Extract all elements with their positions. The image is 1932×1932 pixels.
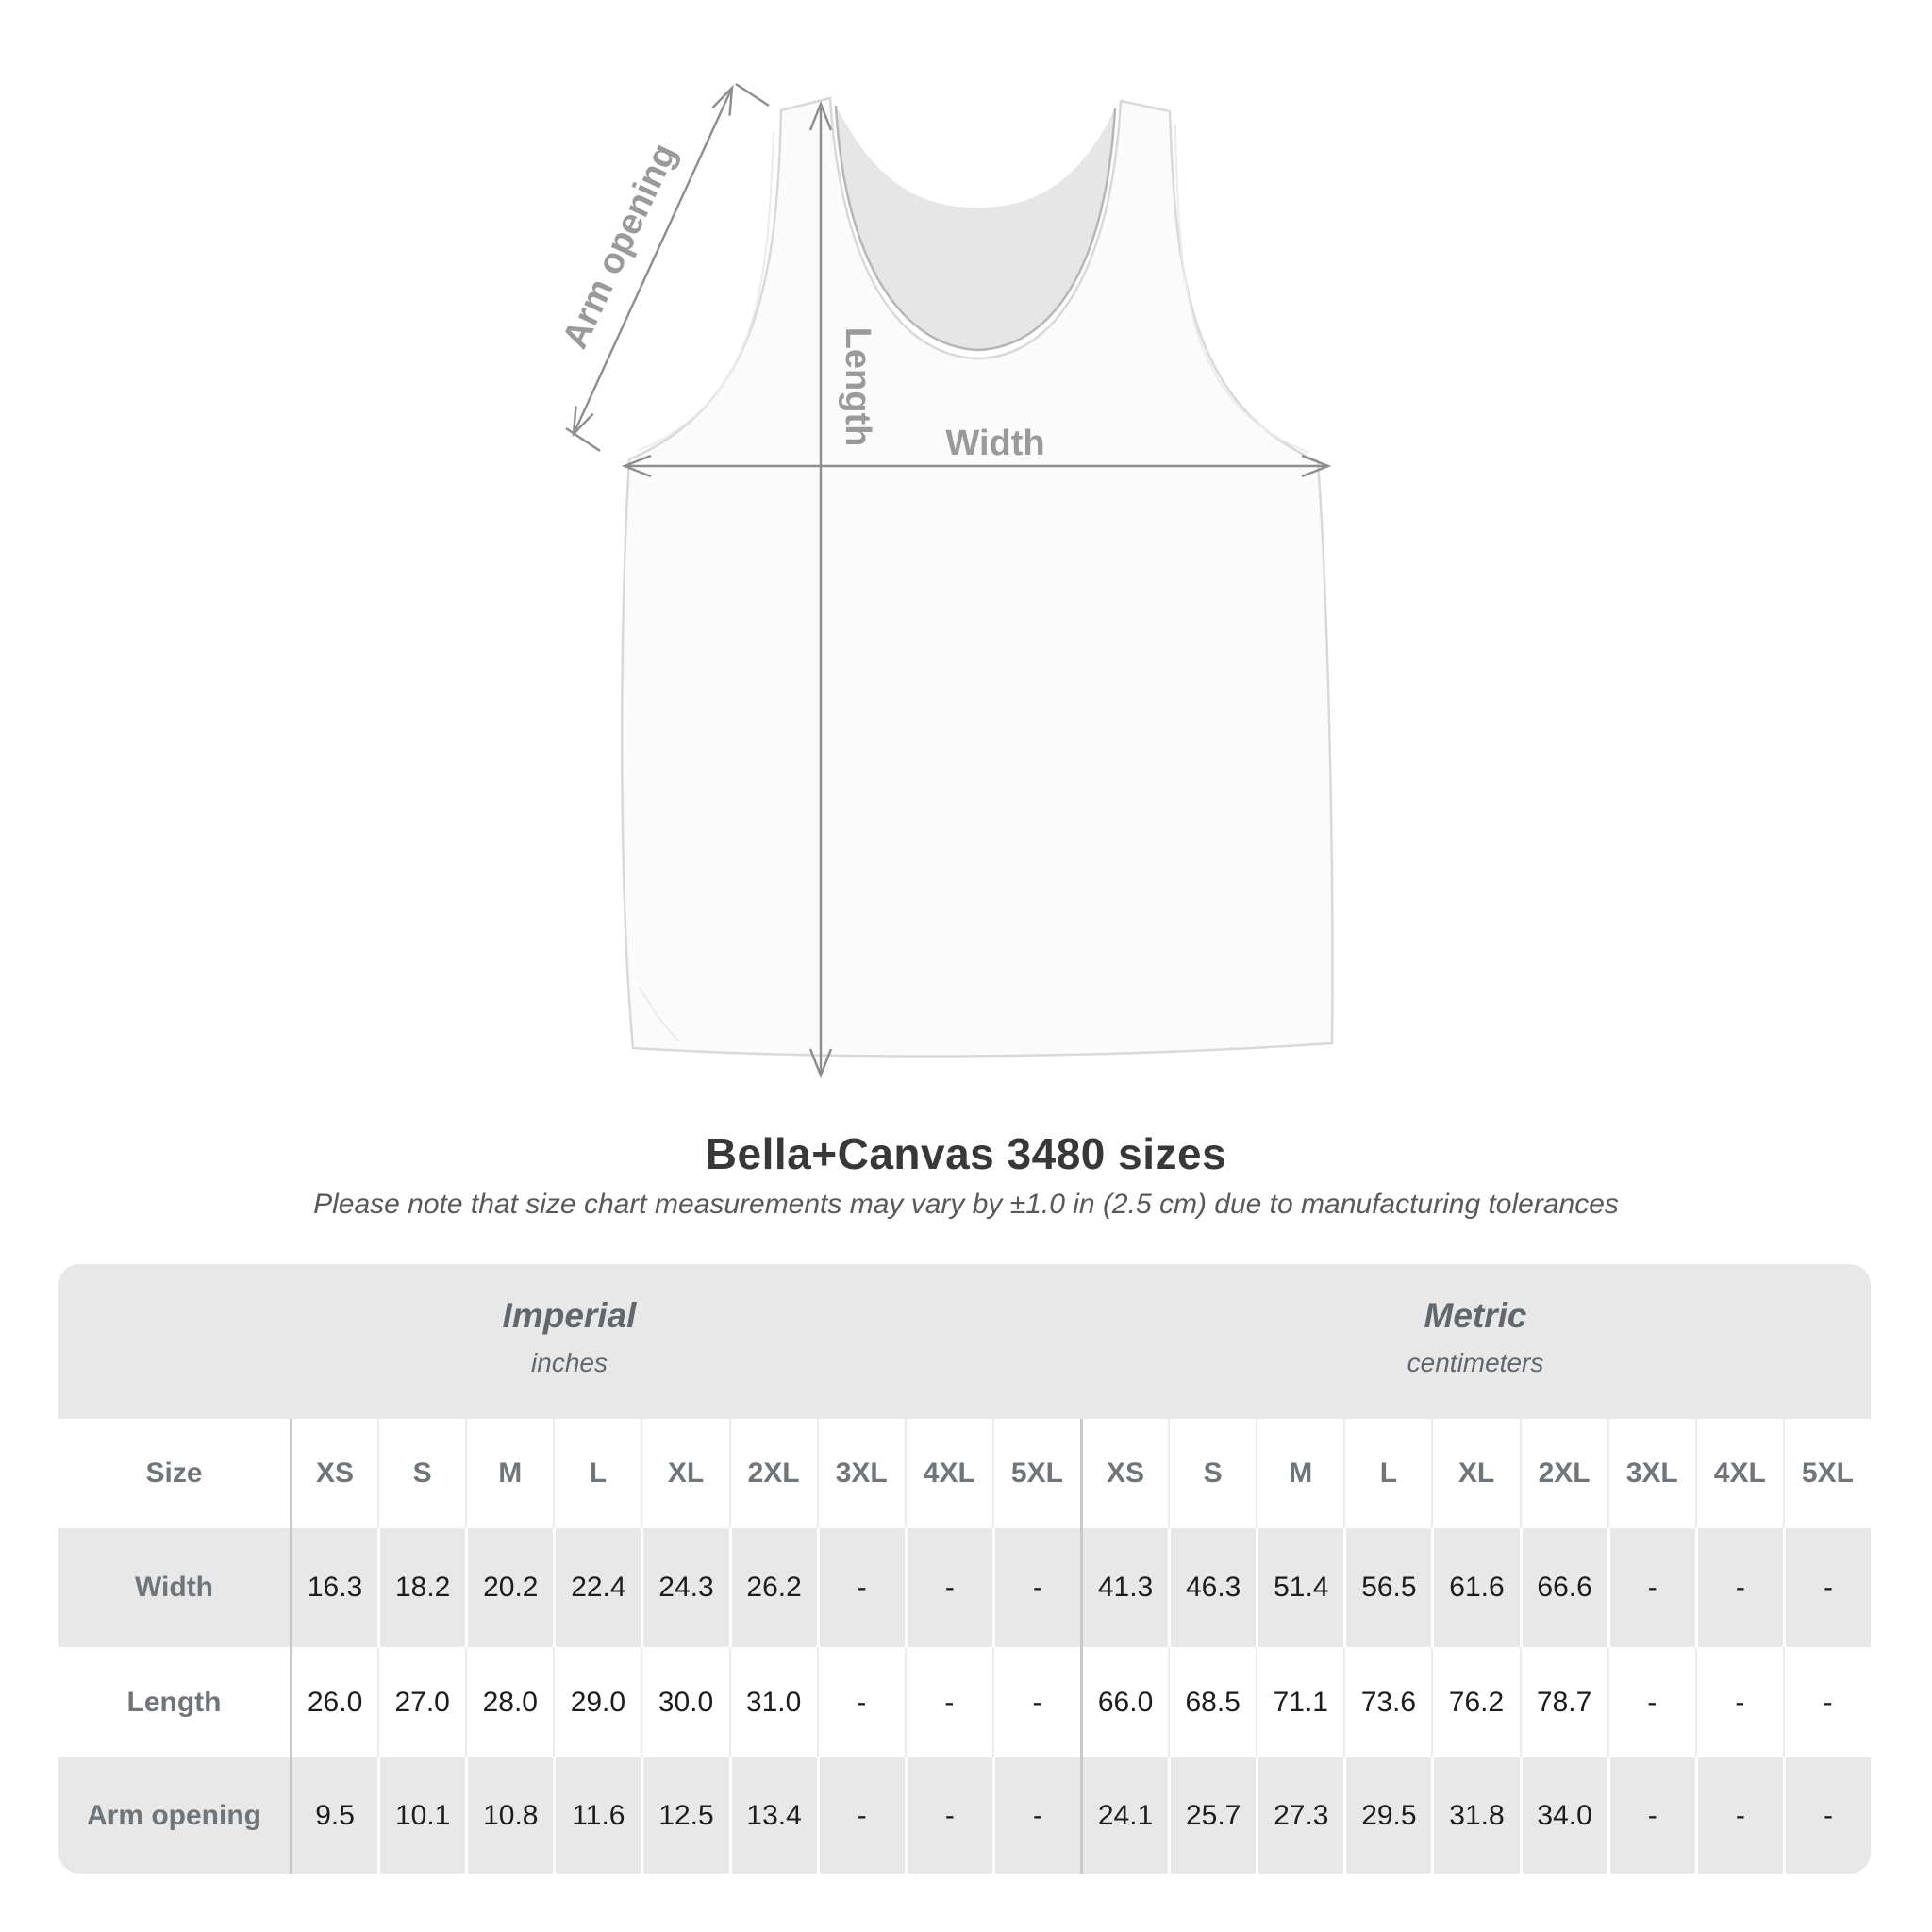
size-column-header: Size	[58, 1419, 290, 1528]
metric-section-header	[1080, 1264, 1871, 1419]
col-header-imperial-5xl: 5XL	[992, 1419, 1080, 1528]
row-label-arm-opening: Arm opening	[58, 1757, 290, 1874]
width-metric-4xl: -	[1695, 1528, 1783, 1647]
width-metric-5xl: -	[1783, 1528, 1871, 1647]
width-imperial-3xl: -	[817, 1528, 905, 1647]
arm-opening-imperial-l: 11.6	[553, 1757, 641, 1874]
width-metric-s: 46.3	[1168, 1528, 1256, 1647]
width-imperial-xs: 16.3	[290, 1528, 377, 1647]
col-header-imperial-s: S	[377, 1419, 465, 1528]
width-imperial-s: 18.2	[377, 1528, 465, 1647]
width-imperial-2xl: 26.2	[729, 1528, 817, 1647]
row-label-width: Width	[58, 1528, 290, 1647]
col-header-metric-5xl: 5XL	[1783, 1419, 1871, 1528]
length-imperial-3xl: -	[817, 1647, 905, 1757]
col-header-metric-m: M	[1256, 1419, 1343, 1528]
length-metric-l: 73.6	[1343, 1647, 1431, 1757]
col-header-imperial-m: M	[465, 1419, 553, 1528]
arm-opening-imperial-m: 10.8	[465, 1757, 553, 1874]
arm-opening-metric-l: 29.5	[1343, 1757, 1431, 1874]
arm-opening-metric-3xl: -	[1607, 1757, 1695, 1874]
arm-opening-imperial-xs: 9.5	[290, 1757, 377, 1874]
col-header-metric-s: S	[1168, 1419, 1256, 1528]
arm-opening-imperial-xl: 12.5	[641, 1757, 728, 1874]
col-header-metric-l: L	[1343, 1419, 1431, 1528]
length-imperial-m: 28.0	[465, 1647, 553, 1757]
imperial-section-header	[58, 1264, 1080, 1419]
col-header-metric-2xl: 2XL	[1520, 1419, 1607, 1528]
size-chart-table	[58, 1264, 1871, 1874]
row-label-length: Length	[58, 1647, 290, 1757]
imperial-section-unit: inches	[531, 1347, 608, 1377]
arm-opening-imperial-s: 10.1	[377, 1757, 465, 1874]
page-title: Bella+Canvas 3480 sizes	[705, 1129, 1227, 1178]
col-header-imperial-4xl: 4XL	[905, 1419, 992, 1528]
col-header-imperial-l: L	[553, 1419, 641, 1528]
length-label: Length	[838, 326, 877, 447]
width-imperial-l: 22.4	[553, 1528, 641, 1647]
length-imperial-4xl: -	[905, 1647, 992, 1757]
units-header-band	[58, 1264, 1871, 1419]
arm-opening-metric-5xl: -	[1783, 1757, 1871, 1874]
length-imperial-5xl: -	[992, 1647, 1080, 1757]
length-metric-xs: 66.0	[1080, 1647, 1168, 1757]
length-metric-3xl: -	[1607, 1647, 1695, 1757]
col-header-metric-3xl: 3XL	[1607, 1419, 1695, 1528]
arm-opening-label: Arm opening	[555, 137, 685, 355]
arm-opening-imperial-2xl: 13.4	[729, 1757, 817, 1874]
arm-opening-metric-s: 25.7	[1168, 1757, 1256, 1874]
length-metric-s: 68.5	[1168, 1647, 1256, 1757]
width-metric-2xl: 66.6	[1520, 1528, 1607, 1647]
length-imperial-l: 29.0	[553, 1647, 641, 1757]
arm-opening-metric-4xl: -	[1695, 1757, 1783, 1874]
col-header-metric-4xl: 4XL	[1695, 1419, 1783, 1528]
length-metric-m: 71.1	[1256, 1647, 1343, 1757]
arm-opening-metric-xl: 31.8	[1431, 1757, 1519, 1874]
width-metric-3xl: -	[1607, 1528, 1695, 1647]
col-header-metric-xl: XL	[1431, 1419, 1519, 1528]
length-imperial-xs: 26.0	[290, 1647, 377, 1757]
width-metric-m: 51.4	[1256, 1528, 1343, 1647]
length-imperial-2xl: 31.0	[729, 1647, 817, 1757]
metric-section-title: Metric	[1424, 1296, 1527, 1335]
col-header-metric-xs: XS	[1080, 1419, 1168, 1528]
width-metric-xs: 41.3	[1080, 1528, 1168, 1647]
col-header-imperial-3xl: 3XL	[817, 1419, 905, 1528]
metric-section-unit: centimeters	[1407, 1347, 1544, 1377]
col-header-imperial-xl: XL	[641, 1419, 728, 1528]
width-imperial-m: 20.2	[465, 1528, 553, 1647]
length-imperial-s: 27.0	[377, 1647, 465, 1757]
width-imperial-xl: 24.3	[641, 1528, 728, 1647]
length-metric-xl: 76.2	[1431, 1647, 1519, 1757]
length-imperial-xl: 30.0	[641, 1647, 728, 1757]
arm-opening-metric-2xl: 34.0	[1520, 1757, 1607, 1874]
arm-opening-metric-xs: 24.1	[1080, 1757, 1168, 1874]
size-grid	[58, 1419, 1871, 1874]
length-metric-5xl: -	[1783, 1647, 1871, 1757]
width-imperial-4xl: -	[905, 1528, 992, 1647]
arm-opening-imperial-5xl: -	[992, 1757, 1080, 1874]
imperial-section-title: Imperial	[502, 1296, 637, 1335]
arm-opening-metric-m: 27.3	[1256, 1757, 1343, 1874]
col-header-imperial-xs: XS	[290, 1419, 377, 1528]
width-metric-l: 56.5	[1343, 1528, 1431, 1647]
length-metric-2xl: 78.7	[1520, 1647, 1607, 1757]
width-label: Width	[945, 424, 1045, 463]
width-metric-xl: 61.6	[1431, 1528, 1519, 1647]
width-imperial-5xl: -	[992, 1528, 1080, 1647]
col-header-imperial-2xl: 2XL	[729, 1419, 817, 1528]
arm-opening-imperial-4xl: -	[905, 1757, 992, 1874]
arm-opening-imperial-3xl: -	[817, 1757, 905, 1874]
length-metric-4xl: -	[1695, 1647, 1783, 1757]
page-subtitle: Please note that size chart measurements may vary by ±1.0 in (2.5 cm) due to manufacturing tolerances	[313, 1189, 1619, 1220]
